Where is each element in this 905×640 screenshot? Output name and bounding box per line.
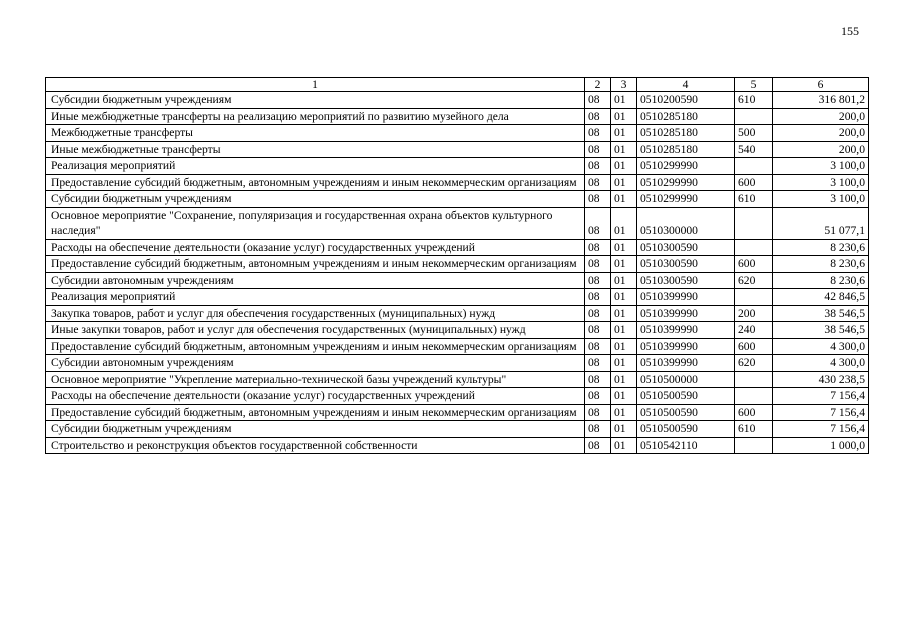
cell-amount: 8 230,6 — [773, 272, 869, 289]
cell-subsection: 01 — [611, 158, 637, 175]
table-row — [46, 191, 869, 208]
cell-target-code: 0510500590 — [637, 388, 735, 405]
header-col-4: 4 — [637, 78, 735, 92]
cell-subsection: 01 — [611, 437, 637, 454]
cell-amount: 8 230,6 — [773, 256, 869, 273]
cell-name: Расходы на обеспечение деятельности (оказание услуг) государственных учреждений — [46, 388, 585, 405]
cell-target-code: 0510500590 — [637, 404, 735, 421]
table-row — [46, 108, 869, 125]
cell-section: 08 — [585, 338, 611, 355]
cell-subsection: 01 — [611, 355, 637, 372]
cell-expense-type: 610 — [735, 421, 773, 438]
cell-name: Субсидии бюджетным учреждениям — [46, 191, 585, 208]
cell-target-code: 0510399990 — [637, 289, 735, 306]
cell-name: Основное мероприятие "Сохранение, популяризация и государственная охрана объектов культурного наследия" — [46, 207, 585, 239]
cell-subsection: 01 — [611, 338, 637, 355]
cell-amount: 42 846,5 — [773, 289, 869, 306]
cell-amount: 3 100,0 — [773, 191, 869, 208]
cell-target-code: 0510300590 — [637, 239, 735, 256]
header-col-1: 1 — [46, 78, 585, 92]
table-row — [46, 272, 869, 289]
cell-expense-type — [735, 371, 773, 388]
cell-subsection: 01 — [611, 421, 637, 438]
cell-amount: 3 100,0 — [773, 174, 869, 191]
cell-section: 08 — [585, 125, 611, 142]
cell-subsection: 01 — [611, 141, 637, 158]
header-col-5: 5 — [735, 78, 773, 92]
table-row — [46, 125, 869, 142]
cell-target-code: 0510399990 — [637, 355, 735, 372]
cell-subsection: 01 — [611, 174, 637, 191]
table-row — [46, 289, 869, 306]
cell-expense-type — [735, 289, 773, 306]
cell-expense-type — [735, 437, 773, 454]
cell-target-code: 0510500000 — [637, 371, 735, 388]
cell-amount: 200,0 — [773, 108, 869, 125]
cell-amount: 51 077,1 — [773, 207, 869, 239]
cell-name: Закупка товаров, работ и услуг для обеспечения государственных (муниципальных) нужд — [46, 305, 585, 322]
header-col-6: 6 — [773, 78, 869, 92]
cell-name: Иные межбюджетные трансферты — [46, 141, 585, 158]
table-row — [46, 404, 869, 421]
cell-section: 08 — [585, 388, 611, 405]
cell-subsection: 01 — [611, 305, 637, 322]
cell-expense-type — [735, 108, 773, 125]
cell-section: 08 — [585, 174, 611, 191]
cell-target-code: 0510299990 — [637, 191, 735, 208]
cell-target-code: 0510285180 — [637, 125, 735, 142]
cell-section: 08 — [585, 239, 611, 256]
cell-expense-type: 600 — [735, 338, 773, 355]
cell-target-code: 0510299990 — [637, 174, 735, 191]
cell-name: Субсидии автономным учреждениям — [46, 272, 585, 289]
cell-amount: 316 801,2 — [773, 92, 869, 109]
cell-expense-type — [735, 239, 773, 256]
cell-target-code: 0510285180 — [637, 108, 735, 125]
cell-subsection: 01 — [611, 125, 637, 142]
cell-amount: 38 546,5 — [773, 305, 869, 322]
table-row — [46, 338, 869, 355]
cell-expense-type: 500 — [735, 125, 773, 142]
cell-subsection: 01 — [611, 239, 637, 256]
table-row — [46, 421, 869, 438]
cell-amount: 4 300,0 — [773, 338, 869, 355]
cell-subsection: 01 — [611, 108, 637, 125]
cell-section: 08 — [585, 141, 611, 158]
cell-name: Предоставление субсидий бюджетным, автономным учреждениям и иным некоммерческим организациям — [46, 338, 585, 355]
cell-expense-type — [735, 158, 773, 175]
cell-expense-type: 600 — [735, 256, 773, 273]
cell-target-code: 0510300000 — [637, 207, 735, 239]
table-row — [46, 158, 869, 175]
table-row — [46, 371, 869, 388]
cell-name: Субсидии бюджетным учреждениям — [46, 92, 585, 109]
table-body — [46, 92, 869, 454]
cell-expense-type: 620 — [735, 355, 773, 372]
cell-section: 08 — [585, 305, 611, 322]
table-row — [46, 388, 869, 405]
table-header-row — [46, 78, 869, 92]
cell-section: 08 — [585, 355, 611, 372]
table-row — [46, 239, 869, 256]
cell-amount: 38 546,5 — [773, 322, 869, 339]
cell-amount: 8 230,6 — [773, 239, 869, 256]
page-number: 155 — [841, 24, 859, 38]
cell-expense-type: 600 — [735, 174, 773, 191]
table-row — [46, 207, 869, 239]
cell-section: 08 — [585, 92, 611, 109]
cell-amount: 430 238,5 — [773, 371, 869, 388]
cell-name: Предоставление субсидий бюджетным, автономным учреждениям и иным некоммерческим организациям — [46, 256, 585, 273]
cell-amount: 200,0 — [773, 141, 869, 158]
cell-subsection: 01 — [611, 388, 637, 405]
cell-name: Расходы на обеспечение деятельности (оказание услуг) государственных учреждений — [46, 239, 585, 256]
cell-section: 08 — [585, 108, 611, 125]
cell-name: Субсидии бюджетным учреждениям — [46, 421, 585, 438]
cell-target-code: 0510399990 — [637, 305, 735, 322]
cell-target-code: 0510500590 — [637, 421, 735, 438]
cell-name: Реализация мероприятий — [46, 158, 585, 175]
cell-name: Строительство и реконструкция объектов государственной собственности — [46, 437, 585, 454]
cell-section: 08 — [585, 322, 611, 339]
table-row — [46, 305, 869, 322]
cell-expense-type: 610 — [735, 191, 773, 208]
table-row — [46, 92, 869, 109]
table-row — [46, 174, 869, 191]
cell-expense-type — [735, 207, 773, 239]
cell-name: Основное мероприятие "Укрепление материально-технической базы учреждений культуры" — [46, 371, 585, 388]
table-row — [46, 322, 869, 339]
cell-subsection: 01 — [611, 92, 637, 109]
cell-expense-type: 200 — [735, 305, 773, 322]
cell-target-code: 0510299990 — [637, 158, 735, 175]
header-col-2: 2 — [585, 78, 611, 92]
cell-amount: 7 156,4 — [773, 404, 869, 421]
cell-target-code: 0510285180 — [637, 141, 735, 158]
cell-name: Иные закупки товаров, работ и услуг для обеспечения государственных (муниципальных) нужд — [46, 322, 585, 339]
cell-name: Межбюджетные трансферты — [46, 125, 585, 142]
header-col-3: 3 — [611, 78, 637, 92]
cell-name: Предоставление субсидий бюджетным, автономным учреждениям и иным некоммерческим организациям — [46, 174, 585, 191]
cell-subsection: 01 — [611, 207, 637, 239]
cell-amount: 200,0 — [773, 125, 869, 142]
cell-subsection: 01 — [611, 371, 637, 388]
budget-table — [45, 77, 869, 454]
cell-section: 08 — [585, 191, 611, 208]
cell-expense-type: 540 — [735, 141, 773, 158]
cell-section: 08 — [585, 207, 611, 239]
table-row — [46, 256, 869, 273]
cell-section: 08 — [585, 404, 611, 421]
cell-name: Субсидии автономным учреждениям — [46, 355, 585, 372]
cell-subsection: 01 — [611, 191, 637, 208]
cell-name: Предоставление субсидий бюджетным, автономным учреждениям и иным некоммерческим организациям — [46, 404, 585, 421]
cell-subsection: 01 — [611, 404, 637, 421]
cell-expense-type — [735, 388, 773, 405]
cell-section: 08 — [585, 437, 611, 454]
cell-section: 08 — [585, 421, 611, 438]
cell-target-code: 0510300590 — [637, 256, 735, 273]
cell-amount: 7 156,4 — [773, 388, 869, 405]
cell-section: 08 — [585, 158, 611, 175]
cell-amount: 3 100,0 — [773, 158, 869, 175]
cell-amount: 7 156,4 — [773, 421, 869, 438]
cell-section: 08 — [585, 256, 611, 273]
cell-expense-type: 600 — [735, 404, 773, 421]
cell-amount: 4 300,0 — [773, 355, 869, 372]
cell-subsection: 01 — [611, 289, 637, 306]
cell-target-code: 0510399990 — [637, 322, 735, 339]
cell-subsection: 01 — [611, 256, 637, 273]
cell-expense-type: 610 — [735, 92, 773, 109]
cell-target-code: 0510399990 — [637, 338, 735, 355]
cell-subsection: 01 — [611, 272, 637, 289]
cell-target-code: 0510200590 — [637, 92, 735, 109]
table-row — [46, 141, 869, 158]
cell-subsection: 01 — [611, 322, 637, 339]
cell-section: 08 — [585, 272, 611, 289]
cell-name: Реализация мероприятий — [46, 289, 585, 306]
cell-expense-type: 240 — [735, 322, 773, 339]
cell-section: 08 — [585, 371, 611, 388]
cell-target-code: 0510300590 — [637, 272, 735, 289]
cell-amount: 1 000,0 — [773, 437, 869, 454]
table-row — [46, 437, 869, 454]
cell-section: 08 — [585, 289, 611, 306]
cell-name: Иные межбюджетные трансферты на реализацию мероприятий по развитию музейного дела — [46, 108, 585, 125]
cell-target-code: 0510542110 — [637, 437, 735, 454]
cell-expense-type: 620 — [735, 272, 773, 289]
table-row — [46, 355, 869, 372]
